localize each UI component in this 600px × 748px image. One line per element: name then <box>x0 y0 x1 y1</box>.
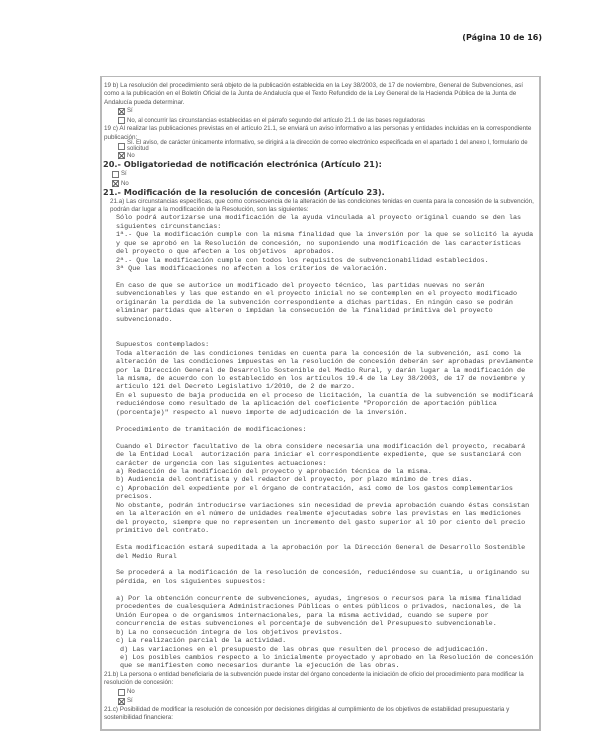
question-text: 19 c) Al realizar las publicaciones previstas en el artículo 21.1, se enviará un aviso informativo a las personas y entidades incluidas en la correspondiente publicación: <box>104 125 534 141</box>
checkbox-option <box>112 170 537 179</box>
page-number: (Página 10 de 16) <box>462 33 542 42</box>
checkbox-checked[interactable] <box>118 108 125 115</box>
checkbox-label: No <box>127 689 135 696</box>
checkbox-option <box>118 687 537 696</box>
checkbox-label: Sí <box>127 108 133 115</box>
checkbox-label: No <box>121 180 129 187</box>
checkbox-label: No, al concurrir las circunstancias establecidas en el párrafo segundo del artículo 21.1 de las bases reguladoras <box>127 117 425 124</box>
checkbox-checked[interactable] <box>118 698 125 705</box>
checkbox-option <box>118 116 537 125</box>
question-text: 21.b) La persona o entidad beneficiaria de la subvención puede instar del órgano concedente la iniciación de oficio del procedimiento para modificar la resolución de concesión: <box>104 670 526 687</box>
checkbox-option <box>118 107 537 116</box>
form-section-box <box>100 76 541 731</box>
checkbox-label: Sí. El aviso, de carácter únicamente informativo, se dirigirá a la dirección de correo electrónico especificada en el apartado 1 del anexo I, formulario de solicitud <box>127 140 528 153</box>
checkbox-unchecked[interactable] <box>118 689 125 696</box>
checkbox-checked[interactable] <box>118 152 125 159</box>
checkbox-checked[interactable] <box>112 180 119 187</box>
section-heading: 20.- Obligatoriedad de notificación electrónica (Artículo 21): <box>103 159 382 170</box>
checkbox-label: Sí <box>121 171 127 178</box>
section-heading: 21.- Modificación de la resolución de concesión (Artículo 23). <box>103 187 385 198</box>
checkbox-unchecked[interactable] <box>118 143 125 150</box>
checkbox-label: No <box>127 152 135 159</box>
checkbox-option <box>118 142 537 151</box>
question-text: 19 b) La resolución del procedimiento será objeto de la publicación establecida en la Ley 38/2003, de 17 de noviembre, General de Subvenciones, así como a la publicación en el Boletín Oficial de la Junta de Andalucía que el Texto Refundido de la Ley General de la Hacienda Pública de la Junta de Andalucía pueda determinar. <box>104 82 525 106</box>
checkbox-option <box>118 697 537 706</box>
checkbox-unchecked[interactable] <box>118 117 125 124</box>
checkbox-label: Sí <box>127 698 133 705</box>
question-text: 21.c) Posibilidad de modificar la resolución de concesión por decisiones dirigidas al cumplimiento de los objetivos de estabilidad presupuestaria y sostenibilidad financiera: <box>104 705 512 722</box>
section-body-text: Sólo podrá autorizarse una modificación de la ayuda vinculada al proyecto original cuando se den las siguientes circunstancias: 1ª.- Que la modificación cumple con la misma finalidad que la inversión por la que se solicitó la ayuda y que se aprobó en la Resolución de concesión, no suponiendo una modificación de las características del proyecto o que afecten a los objetivos aprobados. 2ª.- Que la modificación cumple con todos los requisitos de subvencionabilidad establecidos. 3ª Que las modificaciones no afecten a los criterios de valoración. En caso de que se autorice un modificado del proyecto técnico, las partidas nuevas no serán subvencionables y las que estando en el proyecto inicial no se contemplen en el proyecto modificado originarán la perdida de la subvención correspondiente a dichas partidas. En ningún caso se podrán eliminar partidas que alteren o impidan la consecución de la finalidad primitiva del proyecto subvencionado. Supuestos contemplados: Toda alteración de las condiciones tenidas en cuenta para la concesión de la subvención, así como la alteración de las condiciones impuestas en la resolución de concesión deberán ser aprobadas previamente por la Dirección General de Desarrollo Sostenible del Medio Rural, y darán lugar a la modificación de la misma, de acuerdo con lo establecido en los artículos 19.4 de la Ley 38/2003, de 17 de noviembre y artículo 121 del Decreto Legislativo 1/2010, de 2 de marzo. En el supuesto de baja producida en el proceso de licitación, la cuantía de la subvención se modificará reduciéndose como resultado de la aplicación del coeficiente "Proporción de aportación pública (porcentaje)" respecto al nuevo importe de adjudicación de la inversión. Procedimiento de tramitación de modificaciones: Cuando el Director facultativo de la obra considere necesaria una modificación del proyecto, recabará de la Entidad Local autorización para iniciar el correspondiente expediente, que se sustanciará con carácter de urgencia con las siguientes actuaciones: a) Redacción de la modificación del proyecto y aprobación técnica de la misma. b) Audiencia del contratista y del redactor del proyecto, por plazo mínimo de tres días. c) Aprobación del expediente por el órgano de contratación, así como de los gastos complementarios precisos. No obstante, podrán introducirse variaciones sin necesidad de previa aprobación cuando éstas consistan en la alteración en el número de unidades realmente ejecutadas sobre las previstas en las mediciones del proyecto, siempre que no representen un incremento del gasto superior al 10 por ciento del precio primitivo del contrato. Esta modificación estará supeditada a la aprobación por la Dirección General de Desarrollo Sostenible del Medio Rural Se procederá a la modificación de la resolución de concesión, reduciéndose su cuantía, u originando su pérdida, en los siguientes supuestos: a) Por la obtención concurrente de subvenciones, ayudas, ingresos o recursos para la misma finalidad procedentes de cualesquiera Administraciones Públicas o entes públicos o privados, nacionales, de la Unión Europea o de organismos internacionales, para la misma actividad, cuando se supere por concurrencia de estas subvenciones el porcentaje de subvención del Presupuesto subvencionable. b) La no consecución íntegra de los objetivos previstos. c) La realización parcial de la actividad. d) Las variaciones en el presupuesto de las obras que resulten del proceso de adjudicación. e) Los posibles cambios respecto a lo inicialmente proyectado y aprobado en la Resolución de concesión que se manifiesten como necesarios durante la ejecución de las obras. <box>116 214 534 671</box>
question-text: 21.a) Las circunstancias específicas, que como consecuencia de la alteración de las condiciones tenidas en cuenta para la concesión de la subvención, podrán dar lugar a la modificación de la Resolución, son las siguientes: <box>110 197 536 214</box>
checkbox-unchecked[interactable] <box>112 171 119 178</box>
